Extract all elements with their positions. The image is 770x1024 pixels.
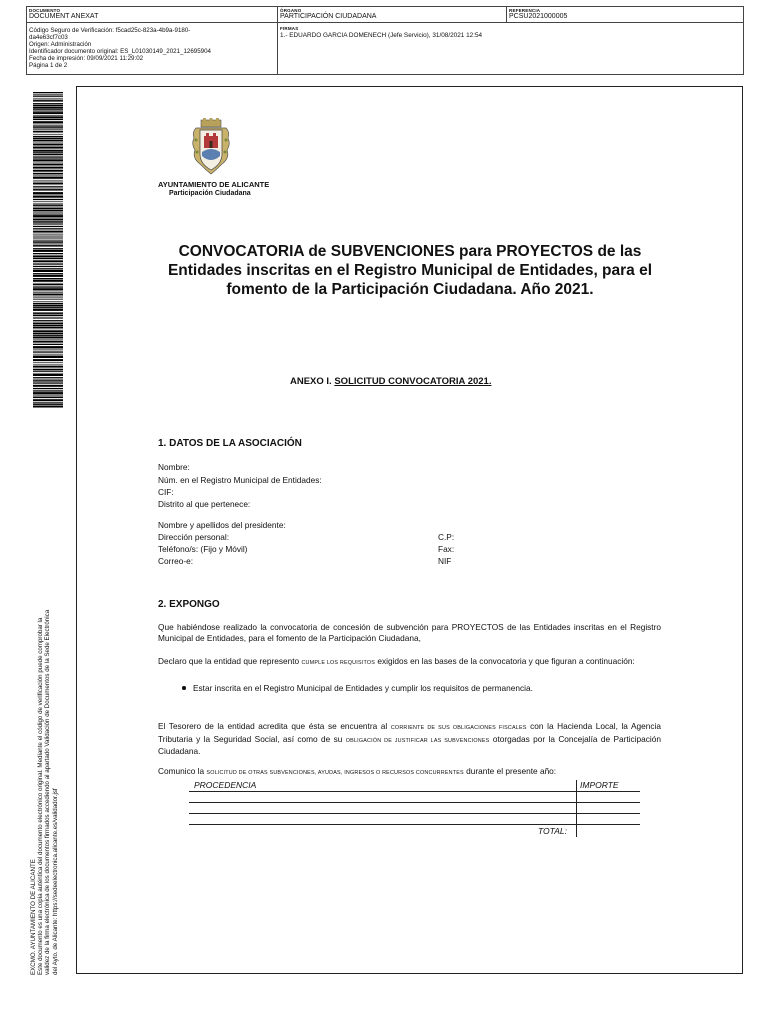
- meta-origen: Origen: Administración: [29, 41, 92, 48]
- document-title: CONVOCATORIA de SUBVENCIONES para PROYECTOS de las Entidades inscritas en el Registro Municipal de Entidades, para el fomento de la Participación Ciudadana. Año 2021.: [167, 243, 653, 298]
- paragraph-convocatoria: Que habiéndose realizado la convocatoria de concesión de subvención para PROYECTOS de las Entidades inscritas en el Registro Municipal de Entidades, para el fomento de la Participación Ciudadana,: [158, 622, 661, 643]
- side-text-line4: del Ayto. de Alicante: https://sedeelectronica.alicante.es/validador.jsf: [51, 788, 59, 975]
- comunico-text-b: durante el presente año:: [463, 766, 557, 776]
- field-distrito: Distrito al que pertenece:: [158, 499, 251, 509]
- section2-heading: 2. EXPONGO: [158, 599, 220, 610]
- meta-csv-cont: da4e63cf7c03: [29, 34, 68, 41]
- field-cif: CIF:: [158, 487, 174, 497]
- field-nombre: Nombre:: [158, 462, 190, 472]
- field-nif: NIF: [438, 556, 452, 566]
- field-presidente: Nombre y apellidos del presidente:: [158, 520, 286, 530]
- organo-label: ÓRGANO: [280, 8, 302, 13]
- tesorero-text-a: El Tesorero de la entidad acredita que ésta se encuentra al: [158, 721, 391, 731]
- table-row-line: [189, 824, 640, 825]
- table-row-line: [189, 791, 640, 792]
- meta-fecha: Fecha de impresión: 09/09/2021 11:29:02: [29, 55, 144, 62]
- tesorero-text-b: con la Hacienda Local, la Agencia Tributaria y la Seguridad Social, así como de su: [158, 721, 662, 744]
- field-direccion: Dirección personal:: [158, 532, 230, 542]
- side-text-line2: Este documento es una copia auténtica del documento electrónico original. Mediante el código de verificación puede comprobar la: [37, 617, 45, 975]
- referencia-label: REFERENCIA: [509, 8, 541, 13]
- annex-title: SOLICITUD CONVOCATORIA 2021.: [334, 376, 492, 387]
- documento-label: DOCUMENTO: [29, 8, 61, 13]
- side-text-line3: validez de la firma electrónica de los documentos firmados accediendo al apartado Validación de Documentos de la Sede Electrónica: [44, 609, 52, 975]
- paragraph-comunico: [158, 766, 556, 776]
- field-fax: Fax:: [438, 544, 455, 554]
- alicante-coat-of-arms-icon: [188, 118, 234, 176]
- bullet-requisito: Estar inscrita en el Registro Municipal de Entidades y cumplir los requisitos de permanencia.: [193, 683, 533, 693]
- referencia-value: PCSU2021000005: [509, 13, 568, 20]
- table-row-line: [189, 802, 640, 803]
- table-column-divider: [576, 780, 577, 837]
- organo-value: PARTICIPACIÓN CIUDADANA: [280, 13, 377, 20]
- annex-heading: [290, 376, 491, 387]
- field-correo: Correo-e:: [158, 556, 194, 566]
- field-telefono: Teléfono/s: (Fijo y Móvil): [158, 544, 248, 554]
- meta-pagina: Página 1 de 2: [29, 62, 68, 69]
- declaro-text-b: exigidos en las bases de la convocatoria y que figuran a continuación:: [375, 656, 635, 666]
- meta-csv: Código Seguro de Verificación: f5cad25c-823a-4b9a-9180-: [29, 27, 191, 34]
- table-header-procedencia: PROCEDENCIA: [194, 780, 257, 790]
- bullet-icon: [182, 686, 186, 690]
- field-num-registro: Núm. en el Registro Municipal de Entidades:: [158, 475, 322, 485]
- tesorero-smallcaps-2: OBLIGACIÓN DE JUSTIFICAR LAS SUBVENCIONES: [345, 737, 490, 744]
- org-name: AYUNTAMIENTO DE ALICANTE: [158, 180, 270, 189]
- paragraph-declaro: [158, 656, 661, 669]
- firmas-label: FIRMAS: [280, 26, 299, 31]
- firmas-value: 1.- EDUARDO GARCIA DOMENECH (Jefe Servicio), 31/08/2021 12:54: [280, 32, 483, 39]
- comunico-smallcaps: SOLICITUD DE OTRAS SUBVENCIONES, AYUDAS, INGRESOS O RECURSOS CONCURRENTES: [206, 770, 464, 776]
- section1-heading: 1. DATOS DE LA ASOCIACIÓN: [158, 438, 302, 449]
- meta-identificador: Identificador documento original: ES_L01030149_2021_12695904: [29, 48, 211, 55]
- meta-info: [29, 27, 211, 69]
- documento-value: DOCUMENT ANEXAT: [29, 13, 99, 20]
- comunico-text-a: Comunico la: [158, 766, 207, 776]
- header-firmas-cell: [277, 22, 744, 75]
- side-text-line1: EXCMO. AYUNTAMIENTO DE ALICANTE: [30, 859, 37, 975]
- page-frame: [76, 86, 743, 974]
- annex-prefix: ANEXO I.: [290, 376, 332, 387]
- table-total-label: TOTAL:: [538, 826, 567, 836]
- field-cp: C.P:: [438, 532, 455, 542]
- tesorero-smallcaps-1: CORRIENTE DE SUS OBLIGACIONES FISCALES: [390, 725, 527, 731]
- verification-barcode: [33, 92, 63, 408]
- side-validation-text: [30, 535, 59, 975]
- table-header-importe: IMPORTE: [580, 780, 619, 790]
- declaro-text-a: Declaro que la entidad que represento: [158, 656, 302, 666]
- declaro-smallcaps: CUMPLE LOS REQUISITOS: [301, 660, 376, 666]
- org-dept: Participación Ciudadana: [169, 190, 251, 197]
- table-row-line: [189, 813, 640, 814]
- paragraph-tesorero: [158, 721, 661, 757]
- tesorero-text-c: otorgadas por la Concejalía de Participación Ciudadana.: [158, 733, 661, 756]
